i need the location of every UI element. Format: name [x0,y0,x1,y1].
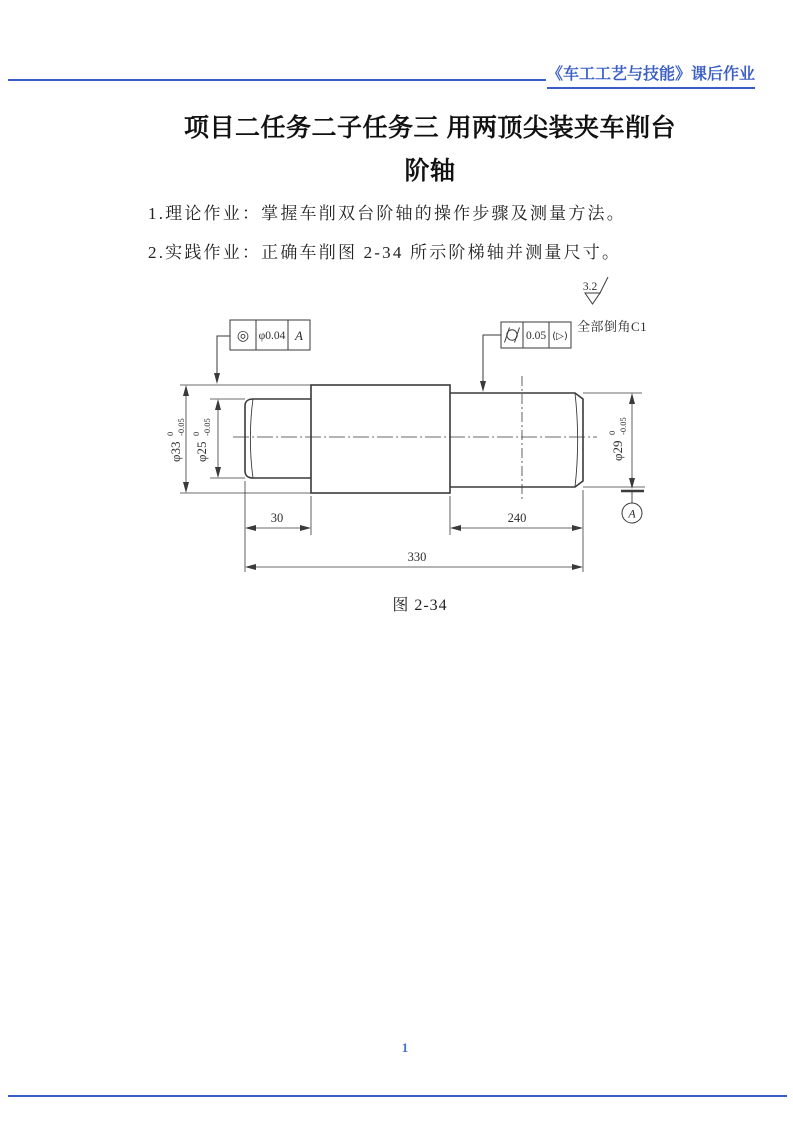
svg-text:-0.05: -0.05 [202,418,212,436]
shaft-outline [245,385,583,493]
left-chamfer-line [250,399,253,478]
dim-240 [450,525,583,531]
task-item-practice: 2.实践作业：正确车削图 2-34 所示阶梯轴并测量尺寸。 [148,243,622,262]
header-rule [8,79,546,81]
page-title [100,107,760,193]
fcf-right-tolerance: 0.05 [525,330,547,342]
footer-rule [8,1095,787,1097]
chamfer-note: 全部倒角C1 [577,319,648,334]
dim-240-value: 240 [507,511,527,525]
shaft-middle-section [311,385,450,493]
page-title-line2: 阶轴 [404,157,456,185]
svg-text:0: 0 [607,430,617,435]
svg-text:-0.05: -0.05 [618,417,628,435]
dim-330 [245,564,583,570]
datum-a-label: A [628,506,636,521]
svg-text:φ29: φ29 [610,440,625,461]
shaft-left-journal [245,399,311,478]
dia33-label [165,418,186,462]
leader-arrow [214,373,220,384]
shaft-right-journal [450,393,583,487]
concentricity-icon: ◎ [236,328,250,344]
surface-roughness-value: 3.2 [582,281,598,293]
cylindricity-icon [505,328,520,343]
svg-text:φ33: φ33 [168,441,183,462]
dim-30-value: 30 [270,511,284,525]
figure-caption: 图 2-34 [392,597,448,614]
fcf-left-tolerance: φ0.04 [258,330,286,342]
svg-text:0: 0 [191,431,201,436]
dim-dia33 [183,385,189,493]
dim-30 [245,525,311,531]
task-item-theory: 1.理论作业：掌握车削双台阶轴的操作步骤及测量方法。 [148,204,626,223]
dim-330-value: 330 [407,550,427,564]
dim-dia25 [215,399,221,478]
svg-text:φ25: φ25 [194,441,209,462]
svg-text:0: 0 [165,431,175,436]
page-title-line1: 项目二任务二子任务三 用两顶尖装夹车削台 [184,114,676,142]
right-chamfer-line [575,393,578,487]
fcf-right-datum-ref: (▷) [552,331,568,342]
dia29-label [607,417,628,461]
extension-lines [180,385,645,572]
svg-text:-0.05: -0.05 [176,418,186,436]
shaft-drawing [150,270,670,580]
dia25-label [191,418,212,462]
page-number: 1 [401,1040,409,1055]
leader-arrow [480,381,486,392]
dim-dia29 [629,393,635,489]
fcf-left-datum: A [295,328,303,343]
header-course-label: 《车工工艺与技能》课后作业 [547,64,755,89]
